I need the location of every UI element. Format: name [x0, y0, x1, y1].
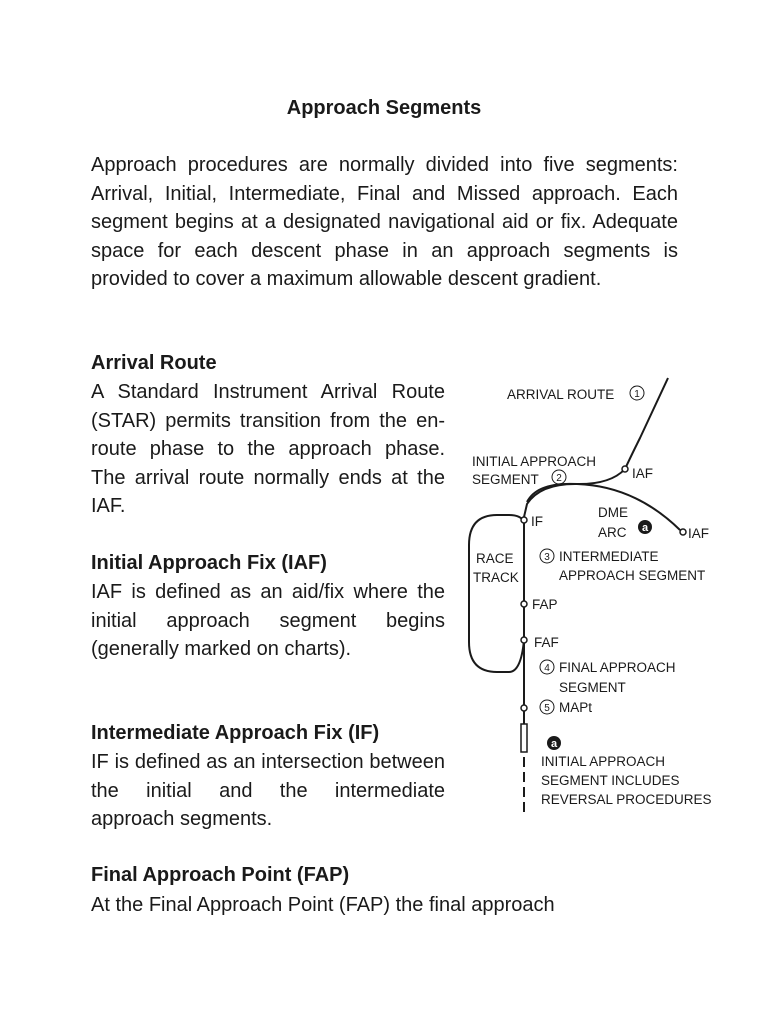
marker-a-arc: a [641, 522, 649, 534]
circled-num-2: 2 [556, 473, 562, 484]
paragraph-arrival-route: A Standard Instrument Arrival Route (STAR) permits transition from the en-route phase to the approach phase. The arrival route normally ends at the IAF. [91, 381, 445, 517]
circled-num-3: 3 [544, 552, 550, 563]
label-note-3: REVERSAL PROCEDURES [541, 792, 712, 807]
approach-segments-diagram [465, 372, 755, 817]
heading-iaf: Initial Approach Fix (IAF) [91, 552, 327, 574]
label-fap: FAP [532, 597, 558, 612]
heading-fap: Final Approach Point (FAP) [91, 864, 350, 886]
label-dme: DME [598, 505, 628, 520]
label-initial-segment: SEGMENT [472, 472, 539, 487]
label-note-1: INITIAL APPROACH [541, 754, 666, 769]
arrival-route-line [625, 378, 668, 469]
label-final-approach: FINAL APPROACH [559, 660, 676, 675]
label-iaf-top: IAF [632, 466, 654, 481]
label-iaf-right: IAF [688, 526, 710, 541]
iaf-right-fix [680, 529, 686, 535]
mapt-fix [521, 705, 527, 711]
label-arrival-route: ARRIVAL ROUTE [507, 387, 615, 402]
label-note-2: SEGMENT INCLUDES [541, 773, 680, 788]
intro-paragraph: Approach procedures are normally divided into five segments: Arrival, Initial, Intermediate, Final and Missed approach. Each segment begins at a designated navigational aid or fix. Adequate space for each descent phase in an approach segments is provided to cover a maximum allowable descent gradient. [91, 154, 678, 290]
page-title: Approach Segments [286, 97, 482, 119]
label-initial-approach: INITIAL APPROACH [472, 454, 597, 469]
paragraph-if: IF is defined as an intersection between the initial and the intermediate approach segments. [91, 751, 445, 830]
label-if: IF [531, 514, 543, 529]
mapt-box [521, 724, 527, 752]
circled-num-1: 1 [634, 389, 640, 400]
label-arc: ARC [598, 525, 627, 540]
label-faf: FAF [534, 635, 559, 650]
paragraph-fap: At the Final Approach Point (FAP) the final approach [91, 894, 555, 916]
paragraph-iaf: IAF is defined as an aid/fix where the initial approach segment begins (generally marked on charts). [91, 581, 445, 660]
marker-a-note: a [550, 738, 558, 750]
circled-num-4: 4 [544, 663, 550, 674]
fap-fix [521, 601, 527, 607]
heading-if: Intermediate Approach Fix (IF) [91, 722, 380, 744]
label-intermediate: INTERMEDIATE [559, 549, 659, 564]
circled-num-5: 5 [544, 703, 550, 714]
race-track-loop [469, 515, 524, 672]
label-approach-segment: APPROACH SEGMENT [559, 568, 706, 583]
label-mapt: MAPt [559, 700, 593, 715]
if-fix [521, 517, 527, 523]
faf-fix [521, 637, 527, 643]
iaf-top-fix [622, 466, 628, 472]
label-final-segment: SEGMENT [559, 680, 626, 695]
label-track: TRACK [473, 570, 519, 585]
heading-arrival-route: Arrival Route [91, 352, 217, 374]
label-race: RACE [476, 551, 514, 566]
